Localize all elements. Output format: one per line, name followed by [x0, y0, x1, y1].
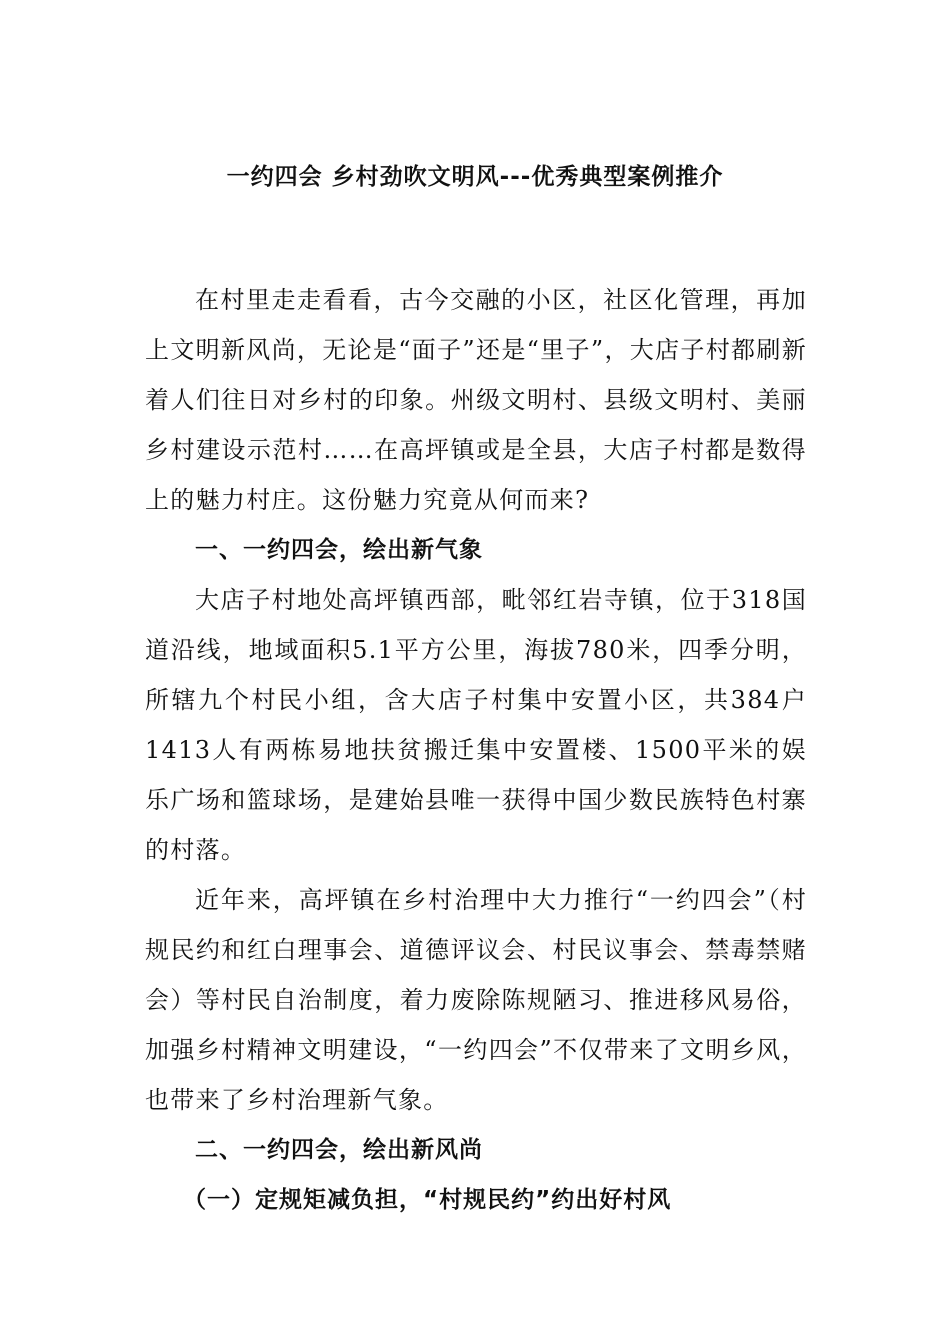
- subsection-heading-1: （一）定规矩减负担，“村规民约”约出好村风: [183, 1187, 672, 1213]
- document-title: 一约四会 乡村劲吹文明风---优秀典型案例推介: [226, 164, 724, 190]
- paragraph-village-profile: 大店子村地处高坪镇西部，毗邻红岩寺镇，位于318国道沿线，地域面积5.1平方公里，海拔780米，四季分明，所辖九个村民小组，含大店子村集中安置小区，共384户1413人有两栋易地扶贫搬迁集中安置楼、1500平米的娱乐广场和篮球场，是建始县唯一获得中国少数民族特色村寨的村落。: [145, 586, 807, 864]
- paragraph-intro: 在村里走走看看，古今交融的小区，社区化管理，再加上文明新风尚，无论是“面子”还是“里子”，大店子村都刷新着人们往日对乡村的印象。州级文明村、县级文明村、美丽乡村建设示范村……在高坪镇或是全县，大店子村都是数得上的魅力村庄。这份魅力究竟从何而来?: [145, 286, 807, 514]
- section-heading-2: 二、一约四会，绘出新风尚: [195, 1137, 483, 1163]
- paragraph-governance: 近年来，高坪镇在乡村治理中大力推行“一约四会”（村规民约和红白理事会、道德评议会、村民议事会、禁毒禁赌会）等村民自治制度，着力废除陈规陋习、推进移风易俗，加强乡村精神文明建设，“一约四会”不仅带来了文明乡风，也带来了乡村治理新气象。: [145, 886, 807, 1114]
- document-body: [145, 275, 807, 1225]
- section-heading-1: 一、一约四会，绘出新气象: [195, 537, 483, 563]
